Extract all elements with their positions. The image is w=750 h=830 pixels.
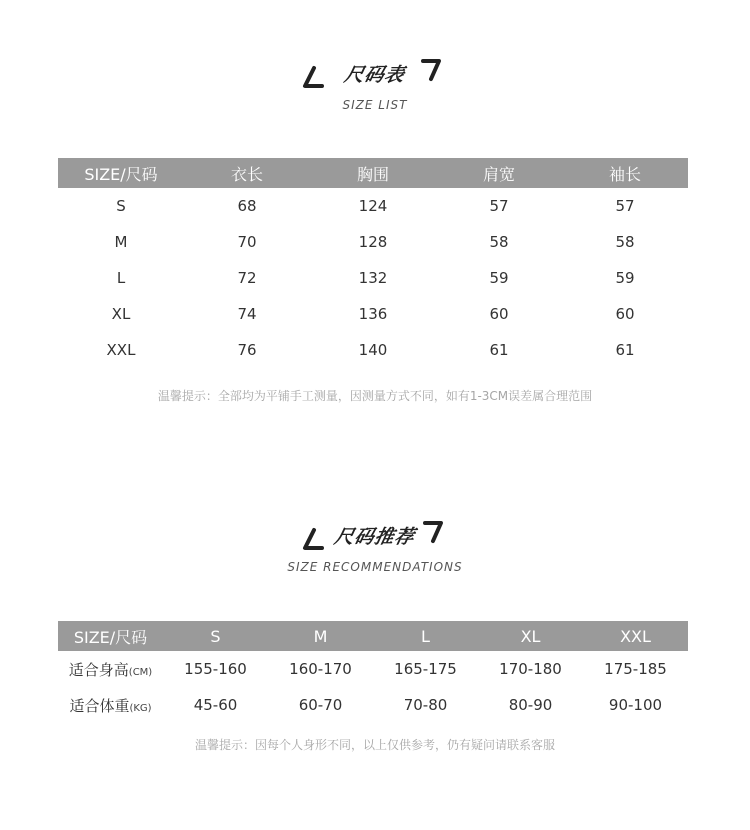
table-header-cell: 肩宽 [436, 158, 562, 188]
table-cell: XXL [106, 341, 136, 359]
row-label-text: 适合体重 [69, 696, 130, 715]
recommendation-note: 温馨提示：因每个人身形不同，以上仅供参考，仍有疑问请联系客服 [194, 738, 555, 752]
table-header-row [58, 158, 688, 188]
table-cell: 160-170 [289, 660, 352, 678]
table-cell: 76 [237, 341, 257, 359]
size-recommend-subtitle: SIZE RECOMMENDATIONS [287, 560, 463, 574]
size-list-table [58, 158, 688, 368]
size-list-title: 尺码表 [342, 64, 408, 86]
table-cell: 70 [237, 233, 257, 251]
table-header-cell: 胸围 [310, 158, 436, 188]
table-row [58, 260, 688, 296]
table-cell: 90-100 [608, 696, 663, 714]
table-header-cell: XL [478, 621, 583, 651]
table-row [58, 332, 688, 368]
table-cell: 170-180 [499, 660, 562, 678]
table-cell: 136 [358, 305, 388, 323]
table-cell: 60 [489, 305, 509, 323]
table-cell: 175-185 [604, 660, 667, 678]
table-cell: 59 [615, 269, 635, 287]
table-header-cell: L [373, 621, 478, 651]
table-header-cell: M [268, 621, 373, 651]
table-cell: 70-80 [403, 696, 448, 714]
row-label-unit: (CM) [128, 666, 153, 678]
row-label-unit: (KG) [129, 702, 152, 714]
table-row [58, 188, 688, 224]
table-cell: 155-160 [184, 660, 247, 678]
table-cell: 80-90 [508, 696, 553, 714]
table-cell: 128 [358, 233, 388, 251]
left-bracket-icon [300, 64, 324, 92]
table-cell: 124 [358, 197, 388, 215]
table-cell: 60-70 [298, 696, 343, 714]
table-cell: 140 [358, 341, 388, 359]
table-row [58, 296, 688, 332]
row-label [58, 687, 163, 723]
table-cell: 58 [615, 233, 635, 251]
table-cell: 45-60 [193, 696, 238, 714]
measurement-note: 温馨提示：全部均为平铺手工测量，因测量方式不同，如有1-3CM误差属合理范围 [157, 389, 593, 403]
table-row [58, 224, 688, 260]
table-header-row [58, 621, 688, 651]
table-header-cell: SIZE/尺码 [58, 158, 184, 188]
table-cell: 57 [615, 197, 635, 215]
table-header-cell: 衣长 [184, 158, 310, 188]
table-cell: 68 [237, 197, 257, 215]
table-cell: S [116, 197, 126, 215]
size-recommend-table [58, 621, 688, 723]
table-cell: 59 [489, 269, 509, 287]
table-cell: 132 [358, 269, 388, 287]
table-cell: 61 [615, 341, 635, 359]
table-cell: XL [111, 305, 131, 323]
table-row [58, 687, 688, 723]
right-bracket-icon [422, 518, 446, 546]
table-header-cell: 袖长 [562, 158, 688, 188]
table-cell: 74 [237, 305, 257, 323]
table-cell: 60 [615, 305, 635, 323]
table-header-cell: SIZE/尺码 [58, 621, 163, 651]
row-label-text: 适合身高 [68, 660, 129, 679]
table-cell: 72 [237, 269, 257, 287]
size-recommend-heading [0, 518, 750, 574]
table-cell: L [116, 269, 126, 287]
table-header-cell: S [163, 621, 268, 651]
table-cell: 58 [489, 233, 509, 251]
table-cell: 165-175 [394, 660, 457, 678]
table-cell: 57 [489, 197, 509, 215]
left-bracket-icon [300, 526, 324, 554]
right-bracket-icon [420, 56, 444, 84]
size-list-subtitle: SIZE LIST [342, 98, 408, 112]
table-cell: 61 [489, 341, 509, 359]
table-row [58, 651, 688, 687]
table-header-cell: XXL [583, 621, 688, 651]
size-list-heading [0, 56, 750, 112]
row-label [58, 651, 163, 687]
size-recommend-title: 尺码推荐 [332, 526, 418, 548]
table-cell: M [114, 233, 128, 251]
